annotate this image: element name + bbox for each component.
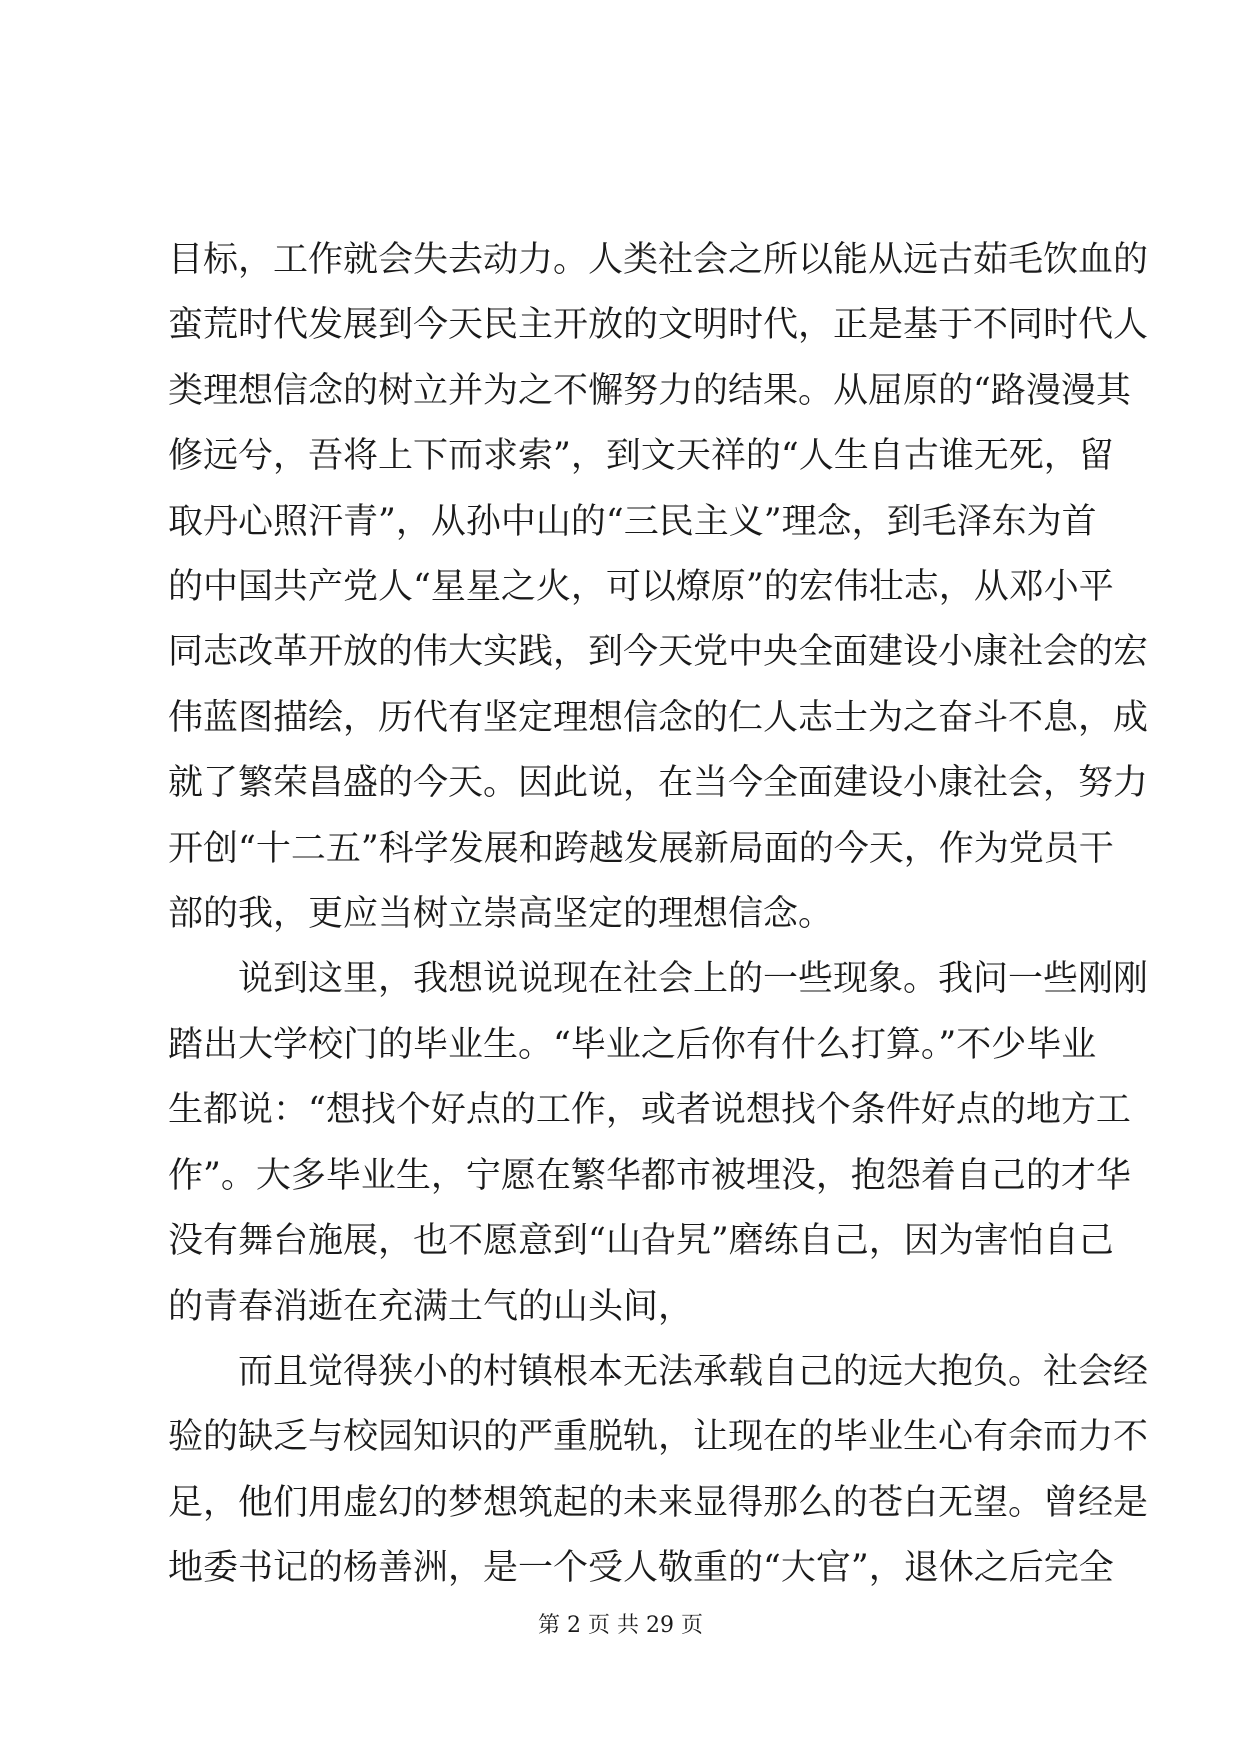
text-line: 部的我，更应当树立崇高坚定的理想信念。: [168, 894, 834, 935]
text-line: 说到这里，我想说说现在社会上的一些现象。我问一些刚刚: [238, 959, 1149, 1000]
text-line: 踏出大学校门的毕业生。“毕业之后你有什么打算。”不少毕业: [168, 1024, 1097, 1065]
document-body: [168, 228, 1149, 1602]
text-line: 作”。大多毕业生，宁愿在繁华都市被埋没，抱怨着自己的才华: [168, 1155, 1131, 1196]
text-line: 没有舞台施展，也不愿意到“山旮旯”磨练自己，因为害怕自己: [168, 1221, 1114, 1262]
paragraph-1: [168, 228, 1149, 947]
text-line: 目标，工作就会失去动力。人类社会之所以能从远古茹毛饮血的: [168, 240, 1149, 280]
text-line: 取丹心照汗青”，从孙中山的“三民主义”理念，到毛泽东为首: [168, 501, 1097, 542]
text-line: 就了繁荣昌盛的今天。因此说，在当今全面建设小康社会，努力: [168, 763, 1149, 804]
text-line: 开创“十二五”科学发展和跨越发展新局面的今天，作为党员干: [168, 828, 1114, 869]
text-line: 足，他们用虚幻的梦想筑起的未来显得那么的苍白无望。曾经是: [168, 1482, 1149, 1523]
text-line: 地委书记的杨善洲，是一个受人敬重的“大官”，退休之后完全: [168, 1548, 1114, 1589]
text-line: 的青春消逝在充满土气的山头间，: [168, 1286, 694, 1327]
page-number-footer: 第 2 页 共 29 页: [538, 1613, 703, 1638]
text-line: 同志改革开放的伟大实践，到今天党中央全面建设小康社会的宏: [168, 632, 1149, 673]
paragraph-2: [168, 947, 1149, 1339]
text-line: 而且觉得狭小的村镇根本无法承载自己的远大抱负。社会经: [238, 1351, 1149, 1392]
text-line: 蛮荒时代发展到今天民主开放的文明时代，正是基于不同时代人: [168, 305, 1149, 346]
text-line: 生都说：“想找个好点的工作，或者说想找个条件好点的地方工: [168, 1090, 1131, 1131]
text-line: 修远兮，吾将上下而求索”，到文天祥的“人生自古谁无死，留: [168, 436, 1114, 477]
paragraph-3: [168, 1340, 1149, 1602]
text-line: 的中国共产党人“星星之火，可以燎原”的宏伟壮志，从邓小平: [168, 567, 1114, 608]
text-line: 验的缺乏与校园知识的严重脱轨，让现在的毕业生心有余而力不: [168, 1417, 1149, 1458]
text-line: 伟蓝图描绘，历代有坚定理想信念的仁人志士为之奋斗不息，成: [168, 697, 1149, 738]
text-line: 类理想信念的树立并为之不懈努力的结果。从屈原的“路漫漫其: [168, 370, 1131, 411]
